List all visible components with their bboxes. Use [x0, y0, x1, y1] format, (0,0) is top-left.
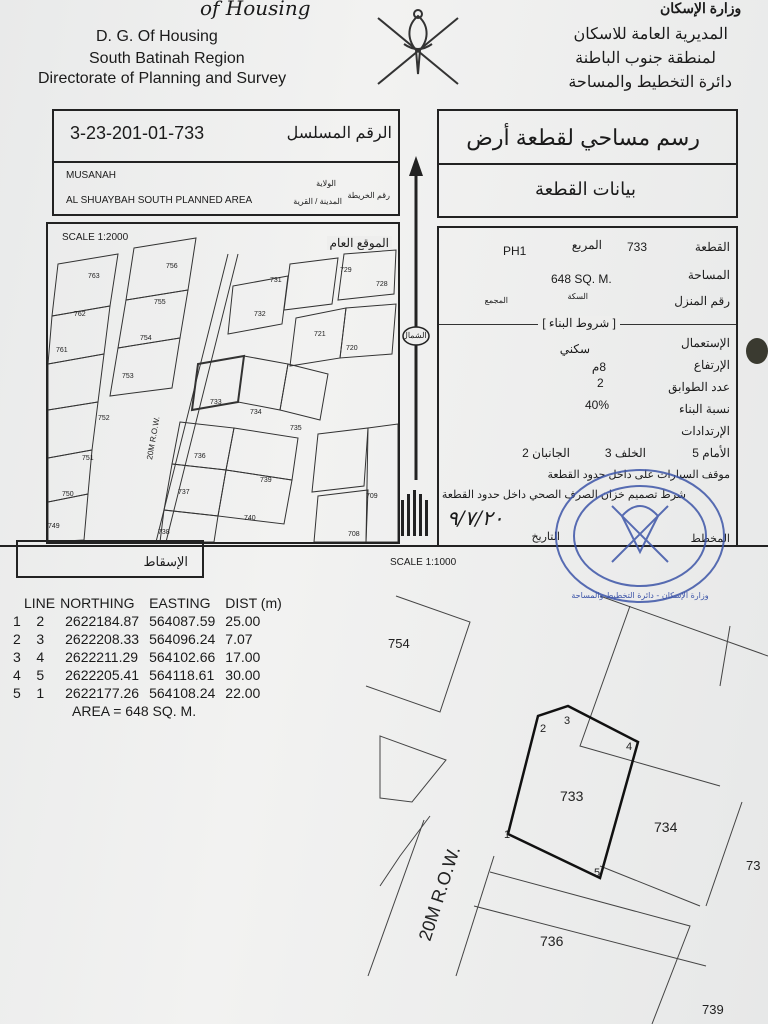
location-box: [52, 163, 400, 216]
northing-cell: 2622211.29: [65, 649, 139, 665]
area-name-value: AL SHUAYBAH SOUTH PLANNED AREA: [66, 195, 253, 206]
corner-label-5: 5: [594, 867, 601, 879]
setbacks-label: الإرتدادات: [681, 424, 730, 438]
plot-label-752: 752: [98, 415, 110, 422]
plot-area-value: 648 SQ. M.: [551, 272, 612, 286]
date-label: التاريخ: [531, 531, 560, 543]
line-to: 3: [36, 631, 45, 647]
complex-label: المجمع: [484, 296, 508, 305]
easting-cell: 564087.59: [149, 613, 216, 629]
back-setback-value: 3: [604, 446, 612, 460]
north-arrow-icon: [396, 150, 436, 550]
line-from: 1: [13, 613, 21, 629]
table-row: [8, 648, 287, 666]
plot-label-731: 731: [270, 277, 282, 284]
projection-plot-754: 754: [388, 636, 410, 651]
northing-cell: 2622208.33: [65, 631, 140, 647]
plot-label-709: 709: [366, 493, 378, 500]
table-row: [8, 612, 287, 630]
planner-label: المخطط: [690, 533, 730, 545]
plot-label-732: 732: [254, 311, 266, 318]
house-number-label: رقم المنزل: [674, 294, 730, 308]
wilayat-label: الولاية: [316, 179, 336, 188]
plot-label-762: 762: [74, 311, 86, 318]
plot-label-739: 739: [260, 477, 272, 484]
plot-label-733: 733: [210, 399, 222, 406]
projection-title: الإسقاط: [143, 554, 188, 569]
plot-label-734: 734: [250, 409, 262, 416]
plot-label-735: 735: [290, 425, 302, 432]
parking-note: موقف السيارات على داخل حدود القطعة: [547, 469, 730, 481]
location-map-road-label: 20M R.O.W.: [145, 415, 162, 461]
use-value: سكني: [559, 342, 590, 356]
plot-label-737: 737: [178, 489, 190, 496]
plot-label-720: 720: [346, 345, 358, 352]
dist-cell: 17.00: [225, 649, 261, 665]
header-en-title-partial: of Housing: [200, 0, 311, 20]
serial-number-box: [52, 109, 400, 163]
col-easting: EASTING: [149, 595, 211, 611]
location-map-drawing: [48, 224, 398, 542]
block-value: PH1: [503, 244, 527, 258]
block-label: المربع: [571, 238, 602, 252]
table-row: [8, 684, 287, 702]
line-from: 2: [13, 631, 21, 647]
building-conditions-title: [ شروط البناء ]: [538, 316, 620, 330]
col-line: LINE: [24, 595, 56, 611]
easting-cell: 564096.24: [149, 631, 216, 647]
floors-value: 2: [597, 376, 604, 390]
projection-scale: SCALE 1:1000: [390, 557, 457, 568]
plot-label-756: 756: [166, 263, 178, 270]
corner-label-1: 1: [504, 829, 511, 841]
header-ar-line2: لمنطقة جنوب الباطنة: [575, 50, 716, 67]
plot-number-value: 733: [627, 240, 648, 254]
plot-label-729: 729: [340, 267, 352, 274]
plot-label-736: 736: [194, 453, 206, 460]
map-number-label: رقم الخريطة: [347, 191, 390, 200]
plot-area-label: المساحة: [687, 268, 730, 282]
plot-label-728: 728: [376, 281, 388, 288]
line-to: 2: [36, 613, 45, 629]
plot-label-754: 754: [140, 335, 152, 342]
serial-number-label: الرقم المسلسل: [286, 125, 392, 142]
table-row: [8, 666, 287, 684]
sides-setback-label: الجانبان: [532, 446, 570, 460]
front-setback-label: الأمام: [702, 446, 730, 460]
coordinates-header-row: [8, 594, 287, 612]
coordinates-table: [8, 594, 287, 720]
plot-label-749: 749: [48, 523, 60, 530]
northing-cell: 2622177.26: [65, 685, 140, 701]
building-conditions-title-text: شروط البناء: [548, 316, 610, 330]
line-to: 5: [36, 667, 45, 683]
plot-data-title: بيانات القطعة: [534, 179, 636, 199]
header-ar-title-partial: وزارة الإسكان: [660, 0, 742, 16]
line-cell: [8, 684, 60, 702]
location-map-scale: SCALE 1:2000: [62, 232, 129, 243]
northing-cell: 2622205.41: [65, 667, 140, 683]
plot-label-751: 751: [82, 455, 94, 462]
line-from: 4: [13, 667, 21, 683]
coverage-value: 40%: [585, 398, 610, 412]
projection-plot-739: 739: [702, 1002, 724, 1017]
height-value: 8م: [591, 360, 606, 374]
col-dist: DIST (m): [225, 595, 282, 611]
header-en-line1: D. G. Of Housing: [96, 28, 218, 45]
table-row: [8, 630, 287, 648]
corner-label-2: 2: [540, 723, 547, 735]
street-label: السكة: [567, 292, 588, 301]
plot-label-761: 761: [56, 347, 68, 354]
projection-plot-736: 736: [540, 933, 564, 949]
front-setback: [692, 446, 730, 460]
center-plot-block: [160, 276, 328, 542]
plot-label-721: 721: [314, 331, 326, 338]
col-northing: NORTHING: [60, 595, 135, 611]
line-to: 4: [36, 649, 45, 665]
plot-label-738: 738: [158, 529, 170, 536]
northing-cell: 2622184.87: [65, 613, 140, 629]
punch-hole: [746, 338, 768, 364]
oman-national-emblem-icon: [370, 4, 466, 90]
projection-road-label: 20M R.O.W.: [414, 843, 465, 944]
line-cell: [8, 612, 60, 630]
back-setback-label: الخلف: [614, 446, 646, 460]
height-label: الإرتفاع: [693, 358, 730, 372]
right-plot-block: [284, 250, 398, 542]
handwritten-date: ٩/٧/٢٠: [447, 506, 504, 530]
easting-cell: 564102.66: [149, 649, 216, 665]
serial-number-value: 3-23-201-01-733: [70, 123, 205, 143]
projection-plot-733: 733: [560, 788, 584, 804]
stamp-text: وزارة الإسكان - دائرة التخطيط والمساحة: [571, 591, 709, 600]
dist-cell: 7.07: [225, 631, 253, 647]
general-location-map: [46, 222, 400, 544]
easting-cell: 564108.24: [149, 685, 216, 701]
plot-label-740: 740: [244, 515, 256, 522]
plot-label-763: 763: [88, 273, 100, 280]
wilayat-value: MUSANAH: [66, 170, 117, 181]
header-ar-line3: دائرة التخطيط والمساحة: [568, 74, 732, 91]
plot-data-title-box: [437, 165, 738, 218]
area-row: [8, 702, 287, 720]
dist-cell: 25.00: [225, 613, 261, 629]
location-map-title: الموقع العام: [327, 236, 392, 250]
area-total: AREA = 648 SQ. M.: [72, 703, 197, 719]
projection-plot-734: 734: [654, 819, 678, 835]
area-name-label: المدينة / القرية: [293, 197, 342, 206]
header-en-line2: South Batinah Region: [89, 50, 245, 67]
projection-plot-73: 73: [746, 858, 761, 873]
line-cell: [8, 648, 60, 666]
plot-label-753: 753: [122, 373, 134, 380]
line-to: 1: [36, 685, 45, 701]
easting-cell: 564118.61: [149, 667, 215, 683]
header-en-line3: Directorate of Planning and Survey: [38, 70, 287, 87]
plot-label-708: 708: [348, 531, 360, 538]
floors-label: عدد الطوابق: [668, 380, 730, 394]
sides-setback: [522, 446, 570, 460]
official-stamp-icon: [552, 466, 728, 606]
header-ar-line1: المديرية العامة للاسكان: [573, 26, 728, 43]
plot-label-755: 755: [154, 299, 166, 306]
back-setback: [605, 446, 646, 460]
north-arrow-label: الشمال: [402, 331, 427, 340]
line-cell: [8, 630, 60, 648]
septic-tank-note: شرط تصميم خزان الصرف الصحي داخل حدود القطعة: [441, 489, 686, 501]
front-setback-value: 5: [692, 446, 699, 460]
dist-cell: 30.00: [225, 667, 261, 683]
line-from: 5: [13, 685, 21, 701]
document-title-box: [437, 109, 738, 165]
document-title: رسم مساحي لقطعة أرض: [466, 125, 700, 150]
plot-number-label: القطعة: [694, 240, 730, 254]
use-label: الإستعمال: [681, 336, 730, 350]
corner-label-4: 4: [626, 741, 633, 753]
line-from: 3: [13, 649, 21, 665]
sides-setback-value: 2: [522, 446, 529, 460]
line-cell: [8, 666, 60, 684]
plot-label-750: 750: [62, 491, 74, 498]
dist-cell: 22.00: [225, 685, 261, 701]
corner-label-3: 3: [564, 715, 571, 727]
coverage-label: نسبة البناء: [679, 402, 730, 416]
